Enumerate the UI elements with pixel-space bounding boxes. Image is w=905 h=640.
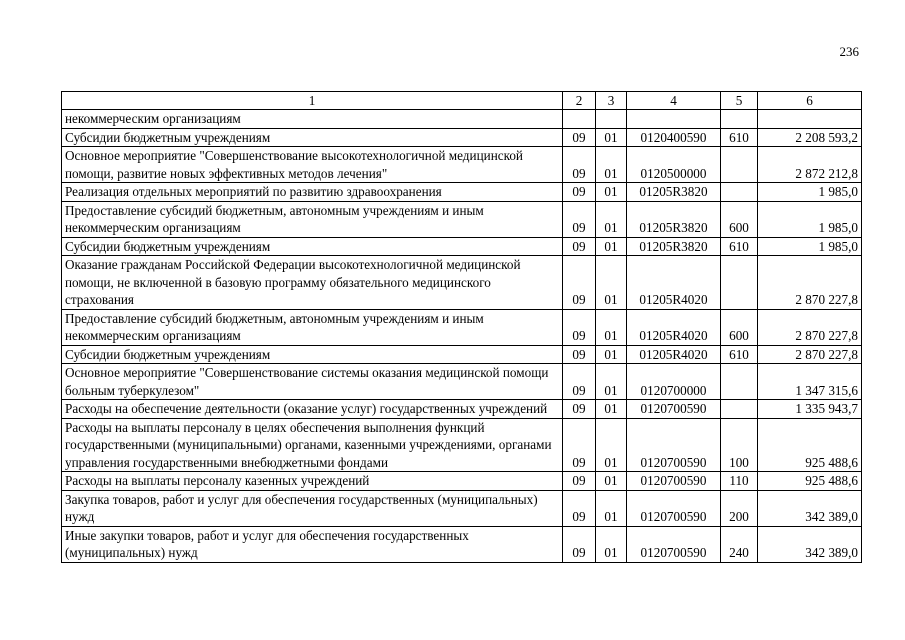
row-target-code-cell: 01205R4020 xyxy=(627,309,721,345)
row-amount-cell: 2 870 227,8 xyxy=(758,309,862,345)
page-number: 236 xyxy=(839,44,859,59)
row-amount-cell: 2 872 212,8 xyxy=(758,147,862,183)
row-section-cell: 09 xyxy=(563,526,596,562)
row-section-cell: 09 xyxy=(563,472,596,491)
row-expense-type-cell xyxy=(721,147,758,183)
row-amount-cell: 1 985,0 xyxy=(758,183,862,202)
row-amount-cell: 1 985,0 xyxy=(758,201,862,237)
row-target-code-cell: 0120500000 xyxy=(627,147,721,183)
row-name-cell: Основное мероприятие "Совершенствование системы оказания медицинской помощи больным туберкулезом" xyxy=(62,364,563,400)
row-name-cell: Субсидии бюджетным учреждениям xyxy=(62,128,563,147)
row-subsection-cell xyxy=(596,110,627,129)
table-row xyxy=(62,472,862,491)
row-name-cell: Субсидии бюджетным учреждениям xyxy=(62,237,563,256)
row-target-code-cell: 0120700000 xyxy=(627,364,721,400)
row-section-cell: 09 xyxy=(563,364,596,400)
row-amount-cell: 342 389,0 xyxy=(758,490,862,526)
row-expense-type-cell xyxy=(721,256,758,310)
row-amount-cell xyxy=(758,110,862,129)
row-section-cell: 09 xyxy=(563,309,596,345)
row-subsection-cell: 01 xyxy=(596,128,627,147)
row-section-cell: 09 xyxy=(563,418,596,472)
row-subsection-cell: 01 xyxy=(596,183,627,202)
table-header xyxy=(62,92,862,110)
row-name-cell: Расходы на обеспечение деятельности (оказание услуг) государственных учреждений xyxy=(62,400,563,419)
row-subsection-cell: 01 xyxy=(596,364,627,400)
row-expense-type-cell: 200 xyxy=(721,490,758,526)
row-amount-cell: 2 870 227,8 xyxy=(758,256,862,310)
row-subsection-cell: 01 xyxy=(596,472,627,491)
row-expense-type-cell xyxy=(721,110,758,129)
row-amount-cell: 1 985,0 xyxy=(758,237,862,256)
table-row xyxy=(62,400,862,419)
header-cell-1: 1 xyxy=(62,92,563,110)
row-subsection-cell: 01 xyxy=(596,418,627,472)
row-section-cell xyxy=(563,110,596,129)
table-row xyxy=(62,147,862,183)
header-cell-3: 3 xyxy=(596,92,627,110)
row-subsection-cell: 01 xyxy=(596,345,627,364)
table-body xyxy=(62,110,862,563)
row-name-cell: Закупка товаров, работ и услуг для обеспечения государственных (муниципальных) нужд xyxy=(62,490,563,526)
row-amount-cell: 2 870 227,8 xyxy=(758,345,862,364)
header-cell-4: 4 xyxy=(627,92,721,110)
row-amount-cell: 2 208 593,2 xyxy=(758,128,862,147)
row-amount-cell: 925 488,6 xyxy=(758,418,862,472)
row-name-cell: Расходы на выплаты персоналу в целях обеспечения выполнения функций государственными (муниципальными) органами, казенными учреждениями, органами управления государственными внебюджетными фондами xyxy=(62,418,563,472)
row-subsection-cell: 01 xyxy=(596,147,627,183)
row-section-cell: 09 xyxy=(563,237,596,256)
table-row xyxy=(62,237,862,256)
table-row xyxy=(62,110,862,129)
row-name-cell: Основное мероприятие "Совершенствование высокотехнологичной медицинской помощи, развитие новых эффективных методов лечения" xyxy=(62,147,563,183)
row-amount-cell: 925 488,6 xyxy=(758,472,862,491)
table-row xyxy=(62,183,862,202)
table-row xyxy=(62,418,862,472)
row-expense-type-cell: 610 xyxy=(721,345,758,364)
row-subsection-cell: 01 xyxy=(596,309,627,345)
row-target-code-cell: 0120700590 xyxy=(627,400,721,419)
header-cell-6: 6 xyxy=(758,92,862,110)
header-cell-2: 2 xyxy=(563,92,596,110)
row-name-cell: Предоставление субсидий бюджетным, автономным учреждениям и иным некоммерческим организациям xyxy=(62,201,563,237)
row-amount-cell: 342 389,0 xyxy=(758,526,862,562)
row-expense-type-cell xyxy=(721,400,758,419)
table-row xyxy=(62,309,862,345)
row-section-cell: 09 xyxy=(563,400,596,419)
row-target-code-cell xyxy=(627,110,721,129)
row-section-cell: 09 xyxy=(563,147,596,183)
row-expense-type-cell: 600 xyxy=(721,309,758,345)
row-expense-type-cell: 240 xyxy=(721,526,758,562)
row-name-cell: Иные закупки товаров, работ и услуг для обеспечения государственных (муниципальных) нужд xyxy=(62,526,563,562)
row-target-code-cell: 01205R3820 xyxy=(627,183,721,202)
row-expense-type-cell xyxy=(721,364,758,400)
row-name-cell: Реализация отдельных мероприятий по развитию здравоохранения xyxy=(62,183,563,202)
table-row xyxy=(62,490,862,526)
row-section-cell: 09 xyxy=(563,345,596,364)
row-expense-type-cell: 600 xyxy=(721,201,758,237)
row-subsection-cell: 01 xyxy=(596,490,627,526)
row-subsection-cell: 01 xyxy=(596,400,627,419)
table-row xyxy=(62,345,862,364)
row-target-code-cell: 0120700590 xyxy=(627,472,721,491)
row-target-code-cell: 0120400590 xyxy=(627,128,721,147)
row-target-code-cell: 01205R4020 xyxy=(627,345,721,364)
row-expense-type-cell: 110 xyxy=(721,472,758,491)
row-name-cell: некоммерческим организациям xyxy=(62,110,563,129)
row-target-code-cell: 0120700590 xyxy=(627,526,721,562)
row-section-cell: 09 xyxy=(563,201,596,237)
row-name-cell: Субсидии бюджетным учреждениям xyxy=(62,345,563,364)
header-cell-5: 5 xyxy=(721,92,758,110)
row-subsection-cell: 01 xyxy=(596,256,627,310)
row-target-code-cell: 01205R4020 xyxy=(627,256,721,310)
row-name-cell: Оказание гражданам Российской Федерации высокотехнологичной медицинской помощи, не включенной в базовую программу обязательного медицинского страхования xyxy=(62,256,563,310)
row-target-code-cell: 01205R3820 xyxy=(627,201,721,237)
row-name-cell: Предоставление субсидий бюджетным, автономным учреждениям и иным некоммерческим организациям xyxy=(62,309,563,345)
header-row xyxy=(62,92,862,110)
row-expense-type-cell: 610 xyxy=(721,128,758,147)
row-section-cell: 09 xyxy=(563,256,596,310)
budget-table xyxy=(61,91,862,563)
row-expense-type-cell: 610 xyxy=(721,237,758,256)
row-target-code-cell: 0120700590 xyxy=(627,418,721,472)
table-row xyxy=(62,128,862,147)
row-section-cell: 09 xyxy=(563,128,596,147)
row-target-code-cell: 01205R3820 xyxy=(627,237,721,256)
table-row xyxy=(62,201,862,237)
row-amount-cell: 1 335 943,7 xyxy=(758,400,862,419)
row-target-code-cell: 0120700590 xyxy=(627,490,721,526)
row-expense-type-cell xyxy=(721,183,758,202)
table-row xyxy=(62,526,862,562)
row-section-cell: 09 xyxy=(563,490,596,526)
row-expense-type-cell: 100 xyxy=(721,418,758,472)
table-row xyxy=(62,364,862,400)
table-row xyxy=(62,256,862,310)
row-subsection-cell: 01 xyxy=(596,526,627,562)
row-amount-cell: 1 347 315,6 xyxy=(758,364,862,400)
row-name-cell: Расходы на выплаты персоналу казенных учреждений xyxy=(62,472,563,491)
row-section-cell: 09 xyxy=(563,183,596,202)
row-subsection-cell: 01 xyxy=(596,237,627,256)
row-subsection-cell: 01 xyxy=(596,201,627,237)
